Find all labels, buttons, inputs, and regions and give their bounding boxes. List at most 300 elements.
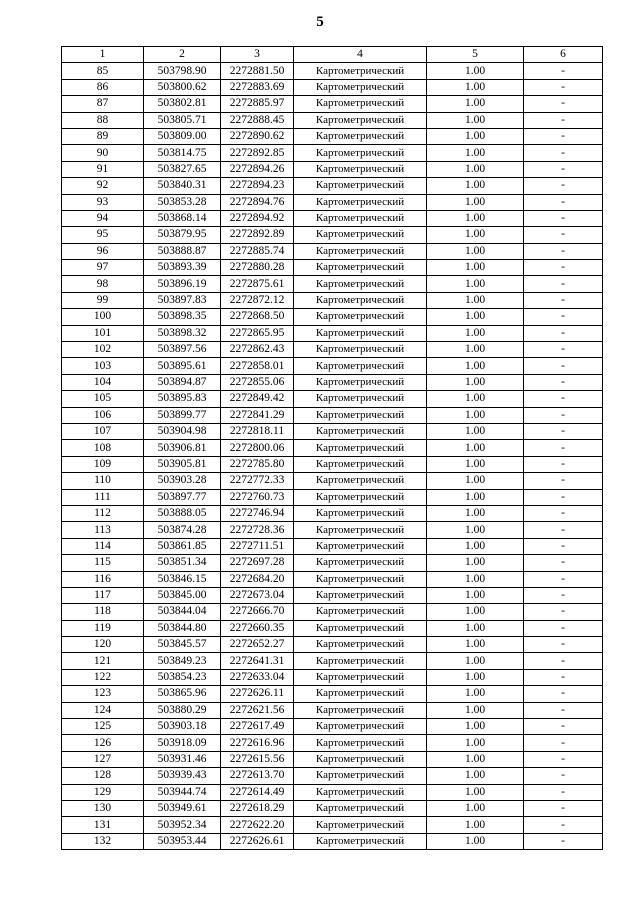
description-cell: - xyxy=(524,112,603,128)
description-cell: - xyxy=(524,342,603,358)
x-coordinate-cell: 503903.18 xyxy=(144,719,221,735)
column-header: 2 xyxy=(144,47,221,63)
point-number-cell: 105 xyxy=(62,391,144,407)
point-number-cell: 111 xyxy=(62,489,144,505)
accuracy-cell: 1.00 xyxy=(427,751,524,767)
description-cell: - xyxy=(524,571,603,587)
x-coordinate-cell: 503903.28 xyxy=(144,473,221,489)
table-row xyxy=(62,571,603,587)
accuracy-cell: 1.00 xyxy=(427,79,524,95)
method-cell: Картометрический xyxy=(294,423,427,439)
table-row xyxy=(62,489,603,505)
accuracy-cell: 1.00 xyxy=(427,374,524,390)
accuracy-cell: 1.00 xyxy=(427,817,524,833)
description-cell: - xyxy=(524,653,603,669)
y-coordinate-cell: 2272894.26 xyxy=(221,161,294,177)
x-coordinate-cell: 503952.34 xyxy=(144,817,221,833)
y-coordinate-cell: 2272615.56 xyxy=(221,751,294,767)
table-row xyxy=(62,358,603,374)
table-row xyxy=(62,833,603,849)
accuracy-cell: 1.00 xyxy=(427,719,524,735)
method-cell: Картометрический xyxy=(294,686,427,702)
y-coordinate-cell: 2272868.50 xyxy=(221,309,294,325)
y-coordinate-cell: 2272800.06 xyxy=(221,440,294,456)
point-number-cell: 95 xyxy=(62,227,144,243)
x-coordinate-cell: 503953.44 xyxy=(144,833,221,849)
description-cell: - xyxy=(524,309,603,325)
accuracy-cell: 1.00 xyxy=(427,391,524,407)
method-cell: Картометрический xyxy=(294,112,427,128)
description-cell: - xyxy=(524,522,603,538)
x-coordinate-cell: 503898.32 xyxy=(144,325,221,341)
description-cell: - xyxy=(524,63,603,79)
accuracy-cell: 1.00 xyxy=(427,210,524,226)
accuracy-cell: 1.00 xyxy=(427,128,524,144)
y-coordinate-cell: 2272652.27 xyxy=(221,637,294,653)
method-cell: Картометрический xyxy=(294,325,427,341)
method-cell: Картометрический xyxy=(294,833,427,849)
accuracy-cell: 1.00 xyxy=(427,325,524,341)
x-coordinate-cell: 503898.35 xyxy=(144,309,221,325)
method-cell: Картометрический xyxy=(294,473,427,489)
accuracy-cell: 1.00 xyxy=(427,309,524,325)
x-coordinate-cell: 503888.05 xyxy=(144,505,221,521)
y-coordinate-cell: 2272621.56 xyxy=(221,702,294,718)
accuracy-cell: 1.00 xyxy=(427,669,524,685)
method-cell: Картометрический xyxy=(294,440,427,456)
table-row xyxy=(62,587,603,603)
description-cell: - xyxy=(524,768,603,784)
y-coordinate-cell: 2272673.04 xyxy=(221,587,294,603)
description-cell: - xyxy=(524,555,603,571)
accuracy-cell: 1.00 xyxy=(427,112,524,128)
point-number-cell: 112 xyxy=(62,505,144,521)
method-cell: Картометрический xyxy=(294,719,427,735)
point-number-cell: 128 xyxy=(62,768,144,784)
table-row xyxy=(62,178,603,194)
column-header: 3 xyxy=(221,47,294,63)
point-number-cell: 116 xyxy=(62,571,144,587)
x-coordinate-cell: 503845.57 xyxy=(144,637,221,653)
accuracy-cell: 1.00 xyxy=(427,407,524,423)
method-cell: Картометрический xyxy=(294,538,427,554)
coordinates-table xyxy=(61,46,603,850)
description-cell: - xyxy=(524,243,603,259)
method-cell: Картометрический xyxy=(294,276,427,292)
x-coordinate-cell: 503846.15 xyxy=(144,571,221,587)
description-cell: - xyxy=(524,423,603,439)
y-coordinate-cell: 2272613.70 xyxy=(221,768,294,784)
description-cell: - xyxy=(524,833,603,849)
method-cell: Картометрический xyxy=(294,489,427,505)
description-cell: - xyxy=(524,358,603,374)
table-row xyxy=(62,96,603,112)
x-coordinate-cell: 503861.85 xyxy=(144,538,221,554)
method-cell: Картометрический xyxy=(294,653,427,669)
point-number-cell: 107 xyxy=(62,423,144,439)
method-cell: Картометрический xyxy=(294,505,427,521)
method-cell: Картометрический xyxy=(294,637,427,653)
method-cell: Картометрический xyxy=(294,391,427,407)
x-coordinate-cell: 503844.80 xyxy=(144,620,221,636)
accuracy-cell: 1.00 xyxy=(427,342,524,358)
accuracy-cell: 1.00 xyxy=(427,587,524,603)
y-coordinate-cell: 2272894.92 xyxy=(221,210,294,226)
accuracy-cell: 1.00 xyxy=(427,604,524,620)
description-cell: - xyxy=(524,784,603,800)
table-row xyxy=(62,817,603,833)
accuracy-cell: 1.00 xyxy=(427,96,524,112)
y-coordinate-cell: 2272728.36 xyxy=(221,522,294,538)
description-cell: - xyxy=(524,161,603,177)
table-row xyxy=(62,391,603,407)
x-coordinate-cell: 503853.28 xyxy=(144,194,221,210)
description-cell: - xyxy=(524,719,603,735)
method-cell: Картометрический xyxy=(294,800,427,816)
method-cell: Картометрический xyxy=(294,817,427,833)
y-coordinate-cell: 2272660.35 xyxy=(221,620,294,636)
method-cell: Картометрический xyxy=(294,210,427,226)
x-coordinate-cell: 503800.62 xyxy=(144,79,221,95)
description-cell: - xyxy=(524,456,603,472)
x-coordinate-cell: 503868.14 xyxy=(144,210,221,226)
table-row xyxy=(62,456,603,472)
x-coordinate-cell: 503880.29 xyxy=(144,702,221,718)
x-coordinate-cell: 503827.65 xyxy=(144,161,221,177)
accuracy-cell: 1.00 xyxy=(427,686,524,702)
point-number-cell: 106 xyxy=(62,407,144,423)
x-coordinate-cell: 503844.04 xyxy=(144,604,221,620)
column-header: 4 xyxy=(294,47,427,63)
table-row xyxy=(62,784,603,800)
description-cell: - xyxy=(524,325,603,341)
x-coordinate-cell: 503865.96 xyxy=(144,686,221,702)
accuracy-cell: 1.00 xyxy=(427,571,524,587)
point-number-cell: 115 xyxy=(62,555,144,571)
y-coordinate-cell: 2272890.62 xyxy=(221,128,294,144)
point-number-cell: 108 xyxy=(62,440,144,456)
method-cell: Картометрический xyxy=(294,374,427,390)
description-cell: - xyxy=(524,227,603,243)
point-number-cell: 113 xyxy=(62,522,144,538)
y-coordinate-cell: 2272711.51 xyxy=(221,538,294,554)
point-number-cell: 94 xyxy=(62,210,144,226)
description-cell: - xyxy=(524,178,603,194)
y-coordinate-cell: 2272641.31 xyxy=(221,653,294,669)
column-header: 1 xyxy=(62,47,144,63)
point-number-cell: 125 xyxy=(62,719,144,735)
point-number-cell: 121 xyxy=(62,653,144,669)
accuracy-cell: 1.00 xyxy=(427,637,524,653)
accuracy-cell: 1.00 xyxy=(427,653,524,669)
table-row xyxy=(62,735,603,751)
method-cell: Картометрический xyxy=(294,63,427,79)
y-coordinate-cell: 2272684.20 xyxy=(221,571,294,587)
accuracy-cell: 1.00 xyxy=(427,489,524,505)
table-row xyxy=(62,112,603,128)
accuracy-cell: 1.00 xyxy=(427,358,524,374)
y-coordinate-cell: 2272862.43 xyxy=(221,342,294,358)
point-number-cell: 102 xyxy=(62,342,144,358)
method-cell: Картометрический xyxy=(294,194,427,210)
column-header: 5 xyxy=(427,47,524,63)
method-cell: Картометрический xyxy=(294,784,427,800)
accuracy-cell: 1.00 xyxy=(427,833,524,849)
table-row xyxy=(62,342,603,358)
point-number-cell: 100 xyxy=(62,309,144,325)
description-cell: - xyxy=(524,260,603,276)
description-cell: - xyxy=(524,702,603,718)
accuracy-cell: 1.00 xyxy=(427,702,524,718)
point-number-cell: 101 xyxy=(62,325,144,341)
table-row xyxy=(62,63,603,79)
y-coordinate-cell: 2272885.97 xyxy=(221,96,294,112)
table-row xyxy=(62,309,603,325)
x-coordinate-cell: 503805.71 xyxy=(144,112,221,128)
column-header: 6 xyxy=(524,47,603,63)
description-cell: - xyxy=(524,637,603,653)
y-coordinate-cell: 2272746.94 xyxy=(221,505,294,521)
point-number-cell: 104 xyxy=(62,374,144,390)
x-coordinate-cell: 503849.23 xyxy=(144,653,221,669)
table-row xyxy=(62,702,603,718)
accuracy-cell: 1.00 xyxy=(427,505,524,521)
method-cell: Картометрический xyxy=(294,555,427,571)
table-row xyxy=(62,161,603,177)
point-number-cell: 120 xyxy=(62,637,144,653)
description-cell: - xyxy=(524,210,603,226)
x-coordinate-cell: 503906.81 xyxy=(144,440,221,456)
table-row xyxy=(62,473,603,489)
description-cell: - xyxy=(524,391,603,407)
accuracy-cell: 1.00 xyxy=(427,784,524,800)
accuracy-cell: 1.00 xyxy=(427,555,524,571)
point-number-cell: 87 xyxy=(62,96,144,112)
y-coordinate-cell: 2272772.33 xyxy=(221,473,294,489)
x-coordinate-cell: 503949.61 xyxy=(144,800,221,816)
method-cell: Картометрический xyxy=(294,292,427,308)
point-number-cell: 130 xyxy=(62,800,144,816)
method-cell: Картометрический xyxy=(294,145,427,161)
point-number-cell: 126 xyxy=(62,735,144,751)
page-number: 5 xyxy=(316,14,324,30)
point-number-cell: 124 xyxy=(62,702,144,718)
x-coordinate-cell: 503904.98 xyxy=(144,423,221,439)
y-coordinate-cell: 2272894.23 xyxy=(221,178,294,194)
y-coordinate-cell: 2272885.74 xyxy=(221,243,294,259)
point-number-cell: 98 xyxy=(62,276,144,292)
x-coordinate-cell: 503814.75 xyxy=(144,145,221,161)
point-number-cell: 129 xyxy=(62,784,144,800)
y-coordinate-cell: 2272855.06 xyxy=(221,374,294,390)
point-number-cell: 97 xyxy=(62,260,144,276)
table-row xyxy=(62,423,603,439)
table-row xyxy=(62,145,603,161)
method-cell: Картометрический xyxy=(294,669,427,685)
table-row xyxy=(62,407,603,423)
y-coordinate-cell: 2272865.95 xyxy=(221,325,294,341)
point-number-cell: 99 xyxy=(62,292,144,308)
description-cell: - xyxy=(524,620,603,636)
method-cell: Картометрический xyxy=(294,620,427,636)
accuracy-cell: 1.00 xyxy=(427,178,524,194)
table-row xyxy=(62,538,603,554)
description-cell: - xyxy=(524,276,603,292)
x-coordinate-cell: 503897.83 xyxy=(144,292,221,308)
point-number-cell: 90 xyxy=(62,145,144,161)
accuracy-cell: 1.00 xyxy=(427,538,524,554)
point-number-cell: 123 xyxy=(62,686,144,702)
description-cell: - xyxy=(524,473,603,489)
accuracy-cell: 1.00 xyxy=(427,243,524,259)
accuracy-cell: 1.00 xyxy=(427,768,524,784)
table-body xyxy=(62,63,603,850)
description-cell: - xyxy=(524,292,603,308)
accuracy-cell: 1.00 xyxy=(427,63,524,79)
y-coordinate-cell: 2272633.04 xyxy=(221,669,294,685)
y-coordinate-cell: 2272666.70 xyxy=(221,604,294,620)
description-cell: - xyxy=(524,128,603,144)
description-cell: - xyxy=(524,587,603,603)
x-coordinate-cell: 503802.81 xyxy=(144,96,221,112)
x-coordinate-cell: 503895.83 xyxy=(144,391,221,407)
y-coordinate-cell: 2272618.29 xyxy=(221,800,294,816)
y-coordinate-cell: 2272875.61 xyxy=(221,276,294,292)
accuracy-cell: 1.00 xyxy=(427,620,524,636)
method-cell: Картометрический xyxy=(294,587,427,603)
point-number-cell: 132 xyxy=(62,833,144,849)
description-cell: - xyxy=(524,669,603,685)
table-row xyxy=(62,522,603,538)
accuracy-cell: 1.00 xyxy=(427,194,524,210)
x-coordinate-cell: 503939.43 xyxy=(144,768,221,784)
y-coordinate-cell: 2272614.49 xyxy=(221,784,294,800)
y-coordinate-cell: 2272760.73 xyxy=(221,489,294,505)
y-coordinate-cell: 2272617.49 xyxy=(221,719,294,735)
y-coordinate-cell: 2272697.28 xyxy=(221,555,294,571)
table-row xyxy=(62,505,603,521)
y-coordinate-cell: 2272626.11 xyxy=(221,686,294,702)
accuracy-cell: 1.00 xyxy=(427,456,524,472)
table-row xyxy=(62,243,603,259)
method-cell: Картометрический xyxy=(294,735,427,751)
y-coordinate-cell: 2272892.85 xyxy=(221,145,294,161)
point-number-cell: 93 xyxy=(62,194,144,210)
method-cell: Картометрический xyxy=(294,702,427,718)
description-cell: - xyxy=(524,145,603,161)
x-coordinate-cell: 503798.90 xyxy=(144,63,221,79)
point-number-cell: 127 xyxy=(62,751,144,767)
accuracy-cell: 1.00 xyxy=(427,276,524,292)
x-coordinate-cell: 503895.61 xyxy=(144,358,221,374)
point-number-cell: 103 xyxy=(62,358,144,374)
method-cell: Картометрический xyxy=(294,407,427,423)
y-coordinate-cell: 2272785.80 xyxy=(221,456,294,472)
y-coordinate-cell: 2272881.50 xyxy=(221,63,294,79)
description-cell: - xyxy=(524,604,603,620)
point-number-cell: 110 xyxy=(62,473,144,489)
table-row xyxy=(62,637,603,653)
method-cell: Картометрический xyxy=(294,243,427,259)
x-coordinate-cell: 503899.77 xyxy=(144,407,221,423)
table-row xyxy=(62,227,603,243)
accuracy-cell: 1.00 xyxy=(427,145,524,161)
point-number-cell: 92 xyxy=(62,178,144,194)
x-coordinate-cell: 503893.39 xyxy=(144,260,221,276)
x-coordinate-cell: 503851.34 xyxy=(144,555,221,571)
table-row xyxy=(62,260,603,276)
y-coordinate-cell: 2272849.42 xyxy=(221,391,294,407)
point-number-cell: 114 xyxy=(62,538,144,554)
y-coordinate-cell: 2272894.76 xyxy=(221,194,294,210)
point-number-cell: 85 xyxy=(62,63,144,79)
table-row xyxy=(62,604,603,620)
method-cell: Картометрический xyxy=(294,342,427,358)
accuracy-cell: 1.00 xyxy=(427,260,524,276)
method-cell: Картометрический xyxy=(294,456,427,472)
accuracy-cell: 1.00 xyxy=(427,161,524,177)
table-row xyxy=(62,194,603,210)
table-header-row xyxy=(62,47,603,63)
x-coordinate-cell: 503854.23 xyxy=(144,669,221,685)
y-coordinate-cell: 2272818.11 xyxy=(221,423,294,439)
description-cell: - xyxy=(524,440,603,456)
x-coordinate-cell: 503840.31 xyxy=(144,178,221,194)
y-coordinate-cell: 2272883.69 xyxy=(221,79,294,95)
x-coordinate-cell: 503897.56 xyxy=(144,342,221,358)
accuracy-cell: 1.00 xyxy=(427,800,524,816)
description-cell: - xyxy=(524,686,603,702)
x-coordinate-cell: 503894.87 xyxy=(144,374,221,390)
y-coordinate-cell: 2272888.45 xyxy=(221,112,294,128)
x-coordinate-cell: 503888.87 xyxy=(144,243,221,259)
x-coordinate-cell: 503931.46 xyxy=(144,751,221,767)
point-number-cell: 117 xyxy=(62,587,144,603)
method-cell: Картометрический xyxy=(294,96,427,112)
table-row xyxy=(62,79,603,95)
accuracy-cell: 1.00 xyxy=(427,735,524,751)
y-coordinate-cell: 2272880.28 xyxy=(221,260,294,276)
method-cell: Картометрический xyxy=(294,768,427,784)
method-cell: Картометрический xyxy=(294,161,427,177)
description-cell: - xyxy=(524,374,603,390)
y-coordinate-cell: 2272892.89 xyxy=(221,227,294,243)
description-cell: - xyxy=(524,194,603,210)
y-coordinate-cell: 2272872.12 xyxy=(221,292,294,308)
x-coordinate-cell: 503944.74 xyxy=(144,784,221,800)
point-number-cell: 91 xyxy=(62,161,144,177)
point-number-cell: 119 xyxy=(62,620,144,636)
table-row xyxy=(62,325,603,341)
y-coordinate-cell: 2272622.20 xyxy=(221,817,294,833)
point-number-cell: 86 xyxy=(62,79,144,95)
description-cell: - xyxy=(524,79,603,95)
description-cell: - xyxy=(524,505,603,521)
method-cell: Картометрический xyxy=(294,604,427,620)
method-cell: Картометрический xyxy=(294,128,427,144)
x-coordinate-cell: 503845.00 xyxy=(144,587,221,603)
table-row xyxy=(62,669,603,685)
table-row xyxy=(62,768,603,784)
x-coordinate-cell: 503879.95 xyxy=(144,227,221,243)
method-cell: Картометрический xyxy=(294,571,427,587)
description-cell: - xyxy=(524,817,603,833)
point-number-cell: 96 xyxy=(62,243,144,259)
x-coordinate-cell: 503905.81 xyxy=(144,456,221,472)
accuracy-cell: 1.00 xyxy=(427,292,524,308)
method-cell: Картометрический xyxy=(294,227,427,243)
point-number-cell: 118 xyxy=(62,604,144,620)
